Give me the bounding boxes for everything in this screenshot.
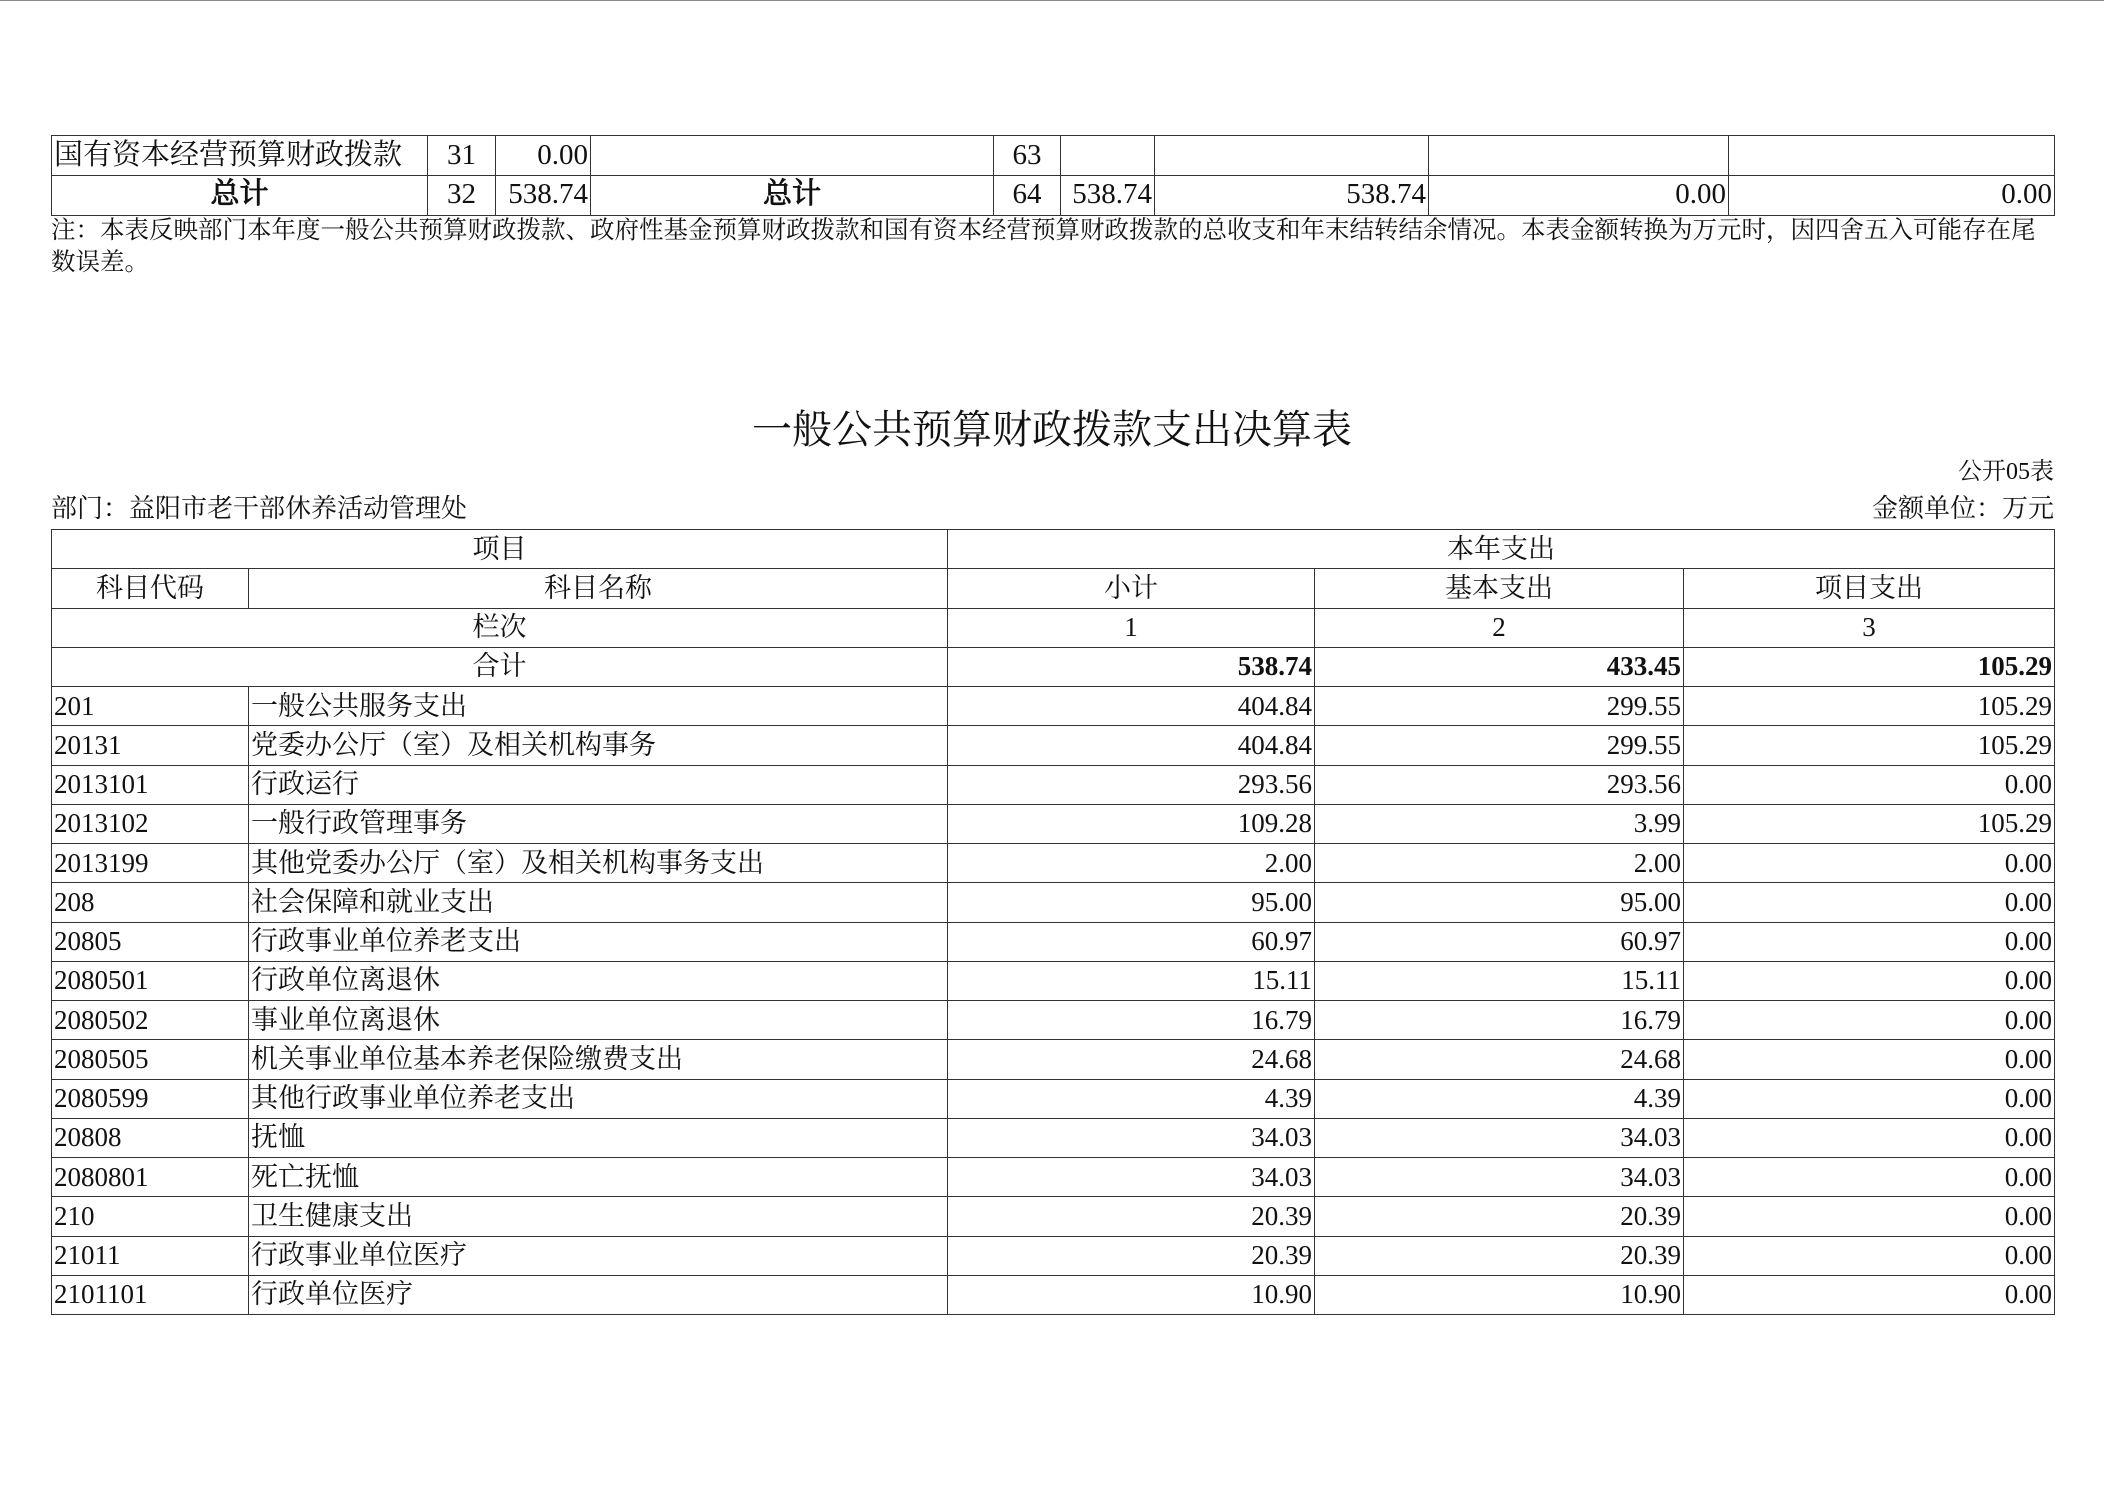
subtotal-cell: 60.97	[948, 922, 1315, 961]
column-index: 1	[948, 608, 1315, 647]
subject-name: 卫生健康支出	[249, 1197, 948, 1236]
basic-cell: 10.90	[1315, 1275, 1684, 1314]
column-index: 2	[1315, 608, 1684, 647]
expense-item-cell	[591, 136, 994, 176]
line-number-cell: 64	[994, 175, 1061, 215]
header-item: 项目	[52, 530, 948, 569]
subtotal-cell: 10.90	[948, 1275, 1315, 1314]
total-row	[52, 647, 2055, 686]
amount-cell: 0.00	[1729, 175, 2055, 215]
project-cell: 0.00	[1684, 844, 2055, 883]
table-note: 注：本表反映部门本年度一般公共预算财政拨款、政府性基金预算财政拨款和国有资本经营预算财政拨款的总收支和年末结转结余情况。本表金额转换为万元时，因四舍五入可能存在尾数误差。	[51, 217, 2036, 276]
basic-cell: 16.79	[1315, 1001, 1684, 1040]
basic-cell: 2.00	[1315, 844, 1684, 883]
subject-code: 2080502	[52, 1001, 249, 1040]
table-row	[52, 1001, 2055, 1040]
basic-cell: 34.03	[1315, 1118, 1684, 1157]
total-project: 105.29	[1684, 647, 2055, 686]
header-current-year: 本年支出	[948, 530, 2055, 569]
project-cell: 0.00	[1684, 1158, 2055, 1197]
basic-cell: 34.03	[1315, 1158, 1684, 1197]
line-number-cell: 32	[428, 175, 496, 215]
subject-name: 党委办公厅（室）及相关机构事务	[249, 726, 948, 765]
basic-cell: 15.11	[1315, 961, 1684, 1000]
total-basic: 433.45	[1315, 647, 1684, 686]
basic-cell: 24.68	[1315, 1040, 1684, 1079]
table-row	[52, 687, 2055, 726]
project-cell: 0.00	[1684, 961, 2055, 1000]
project-cell: 0.00	[1684, 1118, 2055, 1157]
subtotal-cell: 16.79	[948, 1001, 1315, 1040]
subtotal-cell: 293.56	[948, 765, 1315, 804]
subject-code: 2013199	[52, 844, 249, 883]
column-index: 3	[1684, 608, 2055, 647]
subtotal-cell: 404.84	[948, 726, 1315, 765]
subject-name: 社会保障和就业支出	[249, 883, 948, 922]
header-basic: 基本支出	[1315, 569, 1684, 608]
subject-code: 20805	[52, 922, 249, 961]
subject-name: 事业单位离退休	[249, 1001, 948, 1040]
project-cell: 0.00	[1684, 1236, 2055, 1275]
table-row	[52, 1079, 2055, 1118]
header-row	[52, 569, 2055, 608]
amount-unit-label: 金额单位：万元	[1871, 494, 2054, 523]
amount-cell: 0.00	[1429, 175, 1729, 215]
subtotal-cell: 34.03	[948, 1118, 1315, 1157]
subject-code: 201	[52, 687, 249, 726]
grand-total-label: 总计	[52, 175, 428, 215]
amount-cell	[1729, 136, 2055, 176]
table-row	[52, 804, 2055, 843]
table-row	[52, 1040, 2055, 1079]
subtotal-cell: 4.39	[948, 1079, 1315, 1118]
subject-code: 2080505	[52, 1040, 249, 1079]
header-subtotal: 小计	[948, 569, 1315, 608]
table-row	[52, 961, 2055, 1000]
basic-cell: 20.39	[1315, 1236, 1684, 1275]
table-row	[52, 883, 2055, 922]
subject-name: 行政事业单位医疗	[249, 1236, 948, 1275]
basic-cell: 293.56	[1315, 765, 1684, 804]
table-row	[52, 922, 2055, 961]
subject-name: 行政运行	[249, 765, 948, 804]
subject-code: 20131	[52, 726, 249, 765]
subject-name: 其他行政事业单位养老支出	[249, 1079, 948, 1118]
subtotal-cell: 2.00	[948, 844, 1315, 883]
amount-cell	[1155, 136, 1429, 176]
project-cell: 0.00	[1684, 1079, 2055, 1118]
table-row	[52, 765, 2055, 804]
grand-total-row	[52, 175, 2055, 215]
project-cell: 0.00	[1684, 1275, 2055, 1314]
subject-code: 208	[52, 883, 249, 922]
basic-cell: 3.99	[1315, 804, 1684, 843]
page-title: 一般公共预算财政拨款支出决算表	[752, 407, 1352, 452]
table-row	[52, 1197, 2055, 1236]
subject-code: 2013102	[52, 804, 249, 843]
page-edge-line	[0, 0, 2104, 1]
project-cell: 0.00	[1684, 1040, 2055, 1079]
amount-cell: 538.74	[496, 175, 591, 215]
table-row	[52, 844, 2055, 883]
subtotal-cell: 404.84	[948, 687, 1315, 726]
column-index-row	[52, 608, 2055, 647]
subject-code: 20808	[52, 1118, 249, 1157]
project-cell: 105.29	[1684, 687, 2055, 726]
subject-code: 2080501	[52, 961, 249, 1000]
header-code: 科目代码	[52, 569, 249, 608]
line-number-cell: 63	[994, 136, 1061, 176]
amount-cell: 0.00	[496, 136, 591, 176]
subject-name: 死亡抚恤	[249, 1158, 948, 1197]
expenditure-table	[51, 529, 2055, 1315]
subtotal-cell: 20.39	[948, 1197, 1315, 1236]
column-index-label: 栏次	[52, 608, 948, 647]
line-number-cell: 31	[428, 136, 496, 176]
subject-code: 2080599	[52, 1079, 249, 1118]
basic-cell: 4.39	[1315, 1079, 1684, 1118]
subtotal-cell: 15.11	[948, 961, 1315, 1000]
subject-name: 一般公共服务支出	[249, 687, 948, 726]
basic-cell: 95.00	[1315, 883, 1684, 922]
subject-name: 抚恤	[249, 1118, 948, 1157]
project-cell: 0.00	[1684, 883, 2055, 922]
amount-cell: 538.74	[1155, 175, 1429, 215]
amount-cell	[1429, 136, 1729, 176]
header-row	[52, 530, 2055, 569]
total-label: 合计	[52, 647, 948, 686]
subtotal-cell: 34.03	[948, 1158, 1315, 1197]
project-cell: 105.29	[1684, 804, 2055, 843]
subject-code: 2080801	[52, 1158, 249, 1197]
basic-cell: 299.55	[1315, 687, 1684, 726]
project-cell: 0.00	[1684, 765, 2055, 804]
subject-code: 210	[52, 1197, 249, 1236]
subject-code: 2013101	[52, 765, 249, 804]
total-subtotal: 538.74	[948, 647, 1315, 686]
subject-code: 21011	[52, 1236, 249, 1275]
project-cell: 0.00	[1684, 1197, 2055, 1236]
project-cell: 0.00	[1684, 1001, 2055, 1040]
project-cell: 105.29	[1684, 726, 2055, 765]
previous-table-tail	[51, 135, 2055, 216]
table-row	[52, 1158, 2055, 1197]
subtotal-cell: 109.28	[948, 804, 1315, 843]
table-row	[52, 1236, 2055, 1275]
subject-name: 一般行政管理事务	[249, 804, 948, 843]
table-row	[52, 1118, 2055, 1157]
income-item-cell: 国有资本经营预算财政拨款	[52, 136, 428, 176]
department-label: 部门：益阳市老干部休养活动管理处	[51, 494, 468, 523]
table-row	[52, 136, 2055, 176]
amount-cell	[1061, 136, 1155, 176]
subject-name: 行政事业单位养老支出	[249, 922, 948, 961]
basic-cell: 60.97	[1315, 922, 1684, 961]
project-cell: 0.00	[1684, 922, 2055, 961]
form-number: 公开05表	[1958, 459, 2054, 485]
basic-cell: 20.39	[1315, 1197, 1684, 1236]
subtotal-cell: 24.68	[948, 1040, 1315, 1079]
header-name: 科目名称	[249, 569, 948, 608]
subject-code: 2101101	[52, 1275, 249, 1314]
basic-cell: 299.55	[1315, 726, 1684, 765]
subject-name: 行政单位医疗	[249, 1275, 948, 1314]
table-row	[52, 1275, 2055, 1314]
subject-name: 机关事业单位基本养老保险缴费支出	[249, 1040, 948, 1079]
subtotal-cell: 95.00	[948, 883, 1315, 922]
subtotal-cell: 20.39	[948, 1236, 1315, 1275]
subject-name: 其他党委办公厅（室）及相关机构事务支出	[249, 844, 948, 883]
subject-name: 行政单位离退休	[249, 961, 948, 1000]
amount-cell: 538.74	[1061, 175, 1155, 215]
table-row	[52, 726, 2055, 765]
header-project: 项目支出	[1684, 569, 2055, 608]
grand-total-label: 总计	[591, 175, 994, 215]
